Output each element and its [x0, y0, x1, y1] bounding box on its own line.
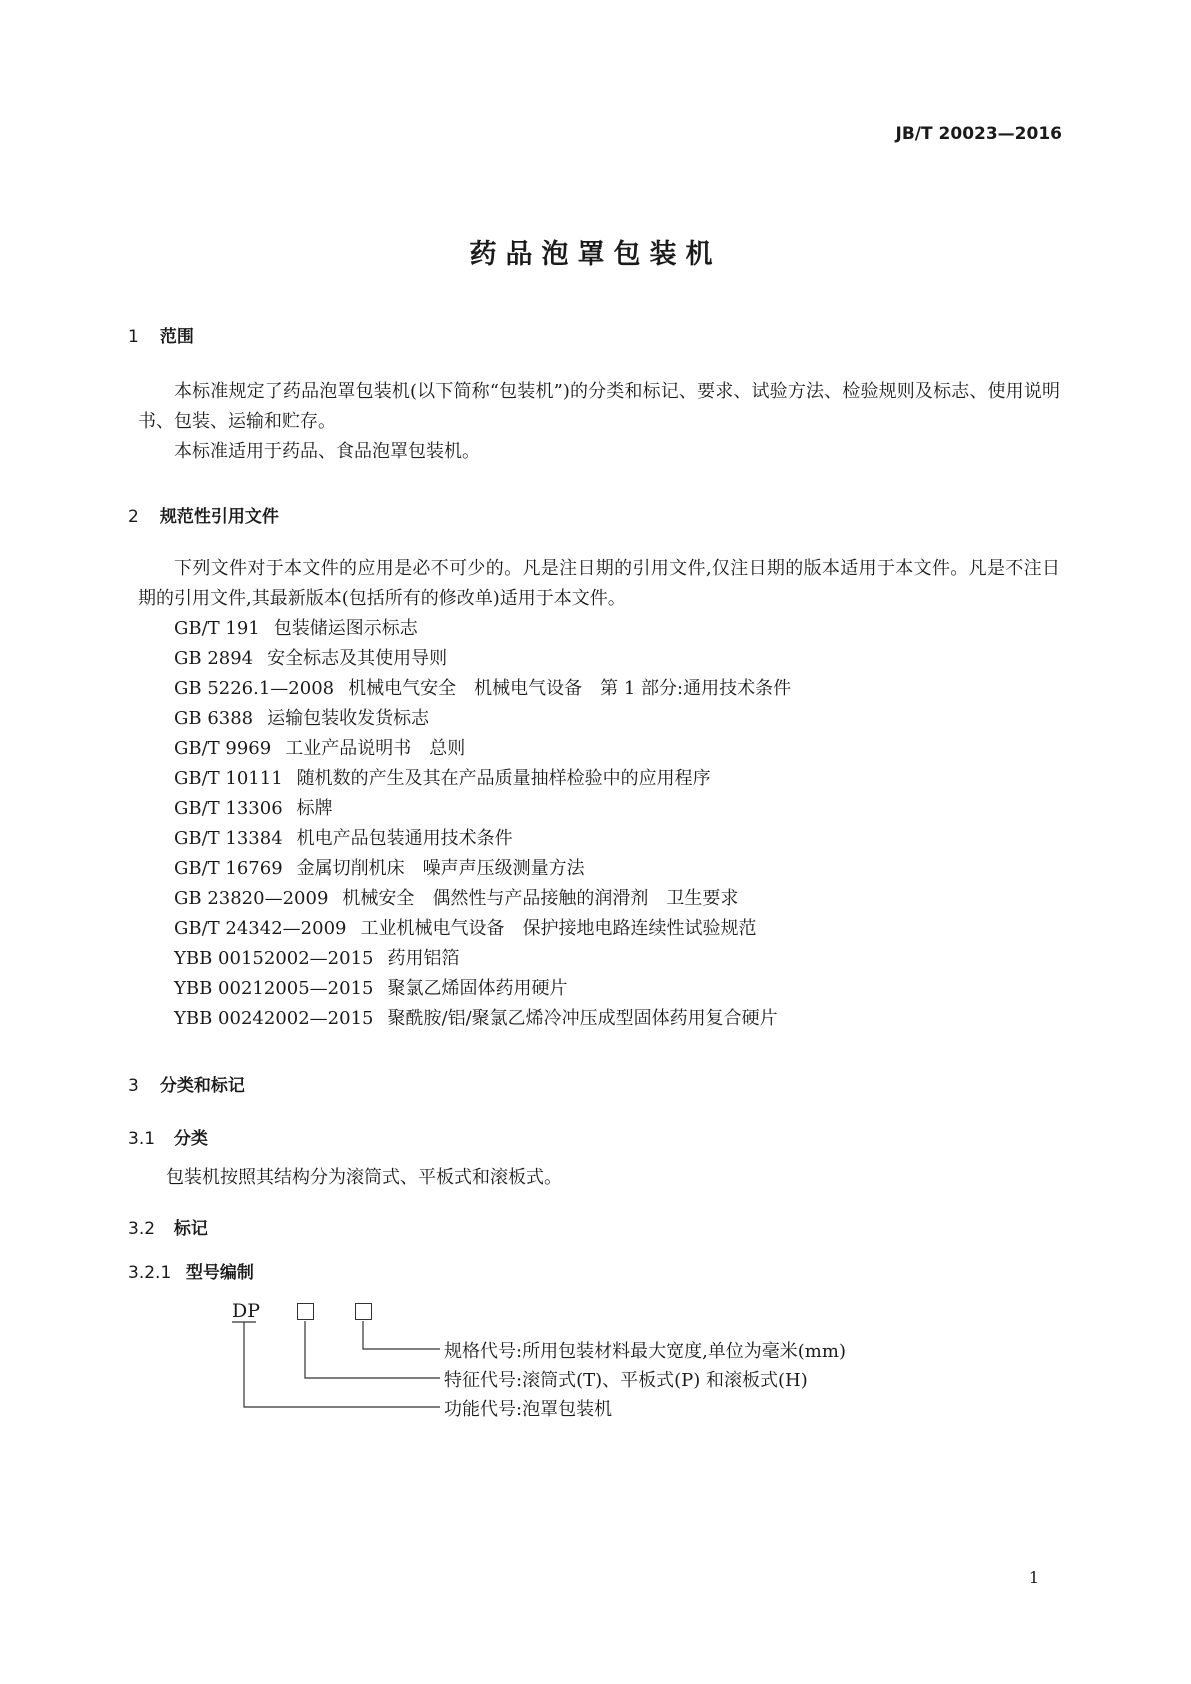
reference-item	[174, 884, 791, 914]
reference-code: GB 2894	[174, 648, 254, 669]
reference-item	[174, 1004, 791, 1034]
reference-item	[174, 614, 791, 644]
reference-code: GB 5226.1—2008	[174, 678, 335, 699]
reference-code: YBB 00242002—2015	[174, 1008, 374, 1029]
section-2-heading	[128, 502, 279, 527]
reference-item	[174, 764, 791, 794]
section-title: 标记	[173, 1219, 208, 1239]
reference-title: 药用铝箔	[387, 948, 460, 969]
section-title: 分类和标记	[159, 1076, 245, 1096]
section-3-2-1-heading	[128, 1258, 254, 1283]
section-title: 范围	[159, 327, 194, 347]
section-3-heading	[128, 1071, 245, 1096]
reference-title: 聚氯乙烯固体药用硬片	[387, 978, 568, 999]
scope-paragraph-2: 本标准适用于药品、食品泡罩包装机。	[174, 441, 480, 462]
section-title: 分类	[173, 1129, 208, 1149]
section-number: 2	[128, 507, 139, 527]
reference-code: GB/T 10111	[174, 768, 283, 789]
reference-title: 安全标志及其使用导则	[267, 648, 448, 669]
section-number: 3.2	[128, 1219, 156, 1239]
reference-item	[174, 704, 791, 734]
section-title: 规范性引用文件	[159, 507, 279, 527]
classification-paragraph: 包装机按照其结构分为滚筒式、平板式和滚板式。	[166, 1167, 562, 1188]
reference-code: GB/T 191	[174, 618, 260, 639]
section-number: 3	[128, 1076, 139, 1096]
reference-code: GB 23820—2009	[174, 888, 329, 909]
scope-paragraph-1: 本标准规定了药品泡罩包装机(以下简称“包装机”)的分类和标记、要求、试验方法、检验规则及标志、使用说明书、包装、运输和贮存。	[138, 381, 1060, 432]
spec-code-box	[355, 1303, 372, 1320]
feature-code-box	[297, 1303, 314, 1320]
reference-title: 运输包装收发货标志	[267, 708, 430, 729]
reference-code: GB 6388	[174, 708, 254, 729]
reference-item	[174, 974, 791, 1004]
reference-code: YBB 00152002—2015	[174, 948, 374, 969]
normative-references-intro: 下列文件对于本文件的应用是必不可少的。凡是注日期的引用文件,仅注日期的版本适用于本文件。凡是不注日期的引用文件,其最新版本(包括所有的修改单)适用于本文件。	[138, 558, 1060, 609]
reference-title: 机械安全 偶然性与产品接触的润滑剂 卫生要求	[342, 888, 739, 909]
standard-code: JB/T	[895, 124, 933, 144]
reference-item	[174, 794, 791, 824]
function-code-label: 功能代号:泡罩包装机	[444, 1399, 613, 1420]
reference-item	[174, 644, 791, 674]
model-prefix: DP	[232, 1300, 261, 1322]
reference-title: 工业机械电气设备 保护接地电路连续性试验规范	[360, 918, 757, 939]
reference-item	[174, 734, 791, 764]
reference-code: GB/T 13384	[174, 828, 283, 849]
reference-title: 工业产品说明书 总则	[285, 738, 466, 759]
section-3-2-heading	[128, 1214, 208, 1239]
section-number: 1	[128, 327, 139, 347]
reference-title: 聚酰胺/铝/聚氯乙烯冷冲压成型固体药用复合硬片	[387, 1008, 778, 1029]
reference-title: 标牌	[296, 798, 333, 819]
reference-list	[174, 614, 791, 1034]
reference-title: 机械电气安全 机械电气设备 第 1 部分:通用技术条件	[348, 678, 792, 699]
reference-code: YBB 00212005—2015	[174, 978, 374, 999]
section-1-heading	[128, 322, 194, 347]
reference-code: GB/T 9969	[174, 738, 272, 759]
section-title: 型号编制	[185, 1263, 254, 1283]
reference-item	[174, 944, 791, 974]
section-number: 3.2.1	[128, 1263, 172, 1283]
reference-item	[174, 674, 791, 704]
spec-code-label: 规格代号:所用包装材料最大宽度,单位为毫米(mm)	[444, 1341, 846, 1362]
reference-item	[174, 914, 791, 944]
reference-code: GB/T 24342—2009	[174, 918, 347, 939]
section-3-1-heading	[128, 1124, 208, 1149]
standard-year: 20023—2016	[938, 124, 1062, 144]
standard-number	[896, 124, 1062, 144]
reference-title: 随机数的产生及其在产品质量抽样检验中的应用程序	[296, 768, 711, 789]
reference-title: 包装储运图示标志	[273, 618, 418, 639]
reference-code: GB/T 16769	[174, 858, 283, 879]
page-number: 1	[1028, 1568, 1039, 1587]
reference-title: 金属切削机床 噪声声压级测量方法	[296, 858, 585, 879]
reference-item	[174, 854, 791, 884]
reference-title: 机电产品包装通用技术条件	[296, 828, 513, 849]
feature-code-label: 特征代号:滚筒式(T)、平板式(P) 和滚板式(H)	[444, 1370, 808, 1391]
reference-code: GB/T 13306	[174, 798, 283, 819]
page-title: 药品泡罩包装机	[469, 239, 722, 270]
reference-item	[174, 824, 791, 854]
section-number: 3.1	[128, 1129, 156, 1149]
